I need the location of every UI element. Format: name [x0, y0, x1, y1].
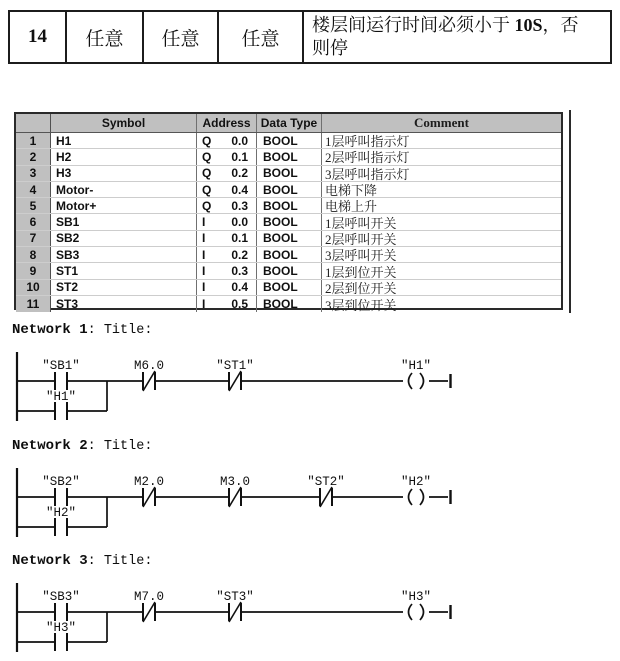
row-number-cell: 8 — [16, 247, 51, 262]
comment-cell: 3层到位开关 — [325, 297, 397, 313]
element-label: "H1" — [400, 359, 432, 373]
data-type-cell: BOOL — [257, 182, 322, 197]
req-condition-cell-3: 任意 — [218, 11, 303, 63]
header-comment: Comment — [414, 115, 469, 130]
element-label: M3.0 — [219, 475, 251, 489]
address-cell — [197, 263, 257, 278]
table-row — [16, 198, 561, 214]
address-area: I — [202, 215, 206, 230]
element-label: "H3" — [45, 621, 77, 635]
symbol-cell: SB1 — [51, 214, 197, 229]
row-number-cell: 5 — [16, 198, 51, 213]
contact-ST2 — [307, 475, 345, 508]
contact-M7.0 — [134, 590, 164, 623]
contact-SB3 — [42, 590, 80, 623]
network-3 — [0, 553, 620, 661]
requirement-table — [8, 10, 612, 64]
element-label: "H3" — [400, 590, 432, 604]
header-row-number — [16, 114, 51, 132]
symbol-cell: Motor- — [51, 182, 197, 197]
address-bit: 0.0 — [231, 215, 248, 230]
address-bit: 0.5 — [231, 297, 248, 312]
element-label: "ST2" — [307, 475, 345, 489]
contact-ST1 — [216, 359, 254, 392]
contact-SB2 — [42, 475, 80, 508]
data-type-cell: BOOL — [257, 280, 322, 295]
comment-cell: 3层呼叫指示灯 — [325, 166, 410, 181]
data-type-cell: BOOL — [257, 296, 322, 312]
network-1-name: Network 1 — [12, 322, 88, 338]
coil-H3 — [401, 590, 431, 623]
contact-H1 — [46, 390, 76, 422]
address-area: Q — [202, 133, 212, 148]
address-bit: 0.1 — [231, 231, 248, 246]
element-label: "ST3" — [216, 590, 254, 604]
comment-cell: 1层呼叫指示灯 — [325, 134, 410, 149]
address-area: I — [202, 264, 206, 279]
address-bit: 0.1 — [231, 149, 248, 164]
network-1 — [0, 322, 620, 434]
address-cell — [197, 182, 257, 197]
element-label: "SB3" — [42, 590, 80, 604]
header-address: Address — [197, 114, 257, 132]
data-type-cell: BOOL — [257, 133, 322, 148]
address-cell — [197, 296, 257, 312]
row-number-cell: 1 — [16, 133, 51, 148]
address-area: Q — [202, 149, 212, 164]
comment-cell: 电梯下降 — [325, 183, 378, 198]
address-bit: 0.3 — [231, 198, 248, 213]
req-comment-bold: 10S — [514, 15, 543, 35]
network-2-title-suffix: : Title: — [87, 439, 153, 454]
contact-M3.0 — [220, 475, 250, 508]
comment-cell: 1层呼叫开关 — [325, 215, 397, 230]
element-label: "H1" — [45, 390, 77, 404]
row-number-cell: 3 — [16, 166, 51, 181]
table-row — [16, 214, 561, 230]
address-bit: 0.0 — [231, 133, 248, 148]
symbol-cell: ST3 — [51, 296, 197, 312]
address-area: I — [202, 247, 206, 262]
header-symbol: Symbol — [51, 114, 197, 132]
element-label: "SB2" — [42, 475, 80, 489]
network-3-title-suffix: : Title: — [87, 554, 153, 569]
network-3-title — [12, 553, 152, 569]
element-label: "H2" — [400, 475, 432, 489]
contact-H2 — [46, 506, 76, 538]
symbol-cell: ST2 — [51, 280, 197, 295]
table-row — [16, 182, 561, 198]
address-cell — [197, 247, 257, 262]
table-row — [16, 166, 561, 182]
element-label: "ST1" — [216, 359, 254, 373]
element-label: M2.0 — [133, 475, 165, 489]
header-data-type: Data Type — [257, 114, 322, 132]
contact-H3 — [46, 621, 76, 653]
req-comment-suffix: ，否则停 — [312, 15, 579, 58]
symbol-cell: H1 — [51, 133, 197, 148]
network-1-title-suffix: : Title: — [87, 323, 153, 338]
data-type-cell: BOOL — [257, 166, 322, 181]
ladder-diagram-network-3 — [0, 574, 620, 661]
address-cell — [197, 133, 257, 148]
network-3-name: Network 3 — [12, 553, 88, 569]
comment-cell: 2层呼叫开关 — [325, 231, 397, 247]
symbol-table-body — [16, 133, 561, 312]
data-type-cell: BOOL — [257, 214, 322, 229]
address-bit: 0.3 — [231, 264, 248, 279]
req-condition-cell-2: 任意 — [143, 11, 218, 63]
data-type-cell: BOOL — [257, 149, 322, 164]
requirement-row — [9, 11, 611, 63]
coil-H2 — [401, 475, 431, 508]
contact-SB1 — [42, 359, 80, 392]
symbol-cell: SB2 — [51, 231, 197, 246]
contact-M2.0 — [134, 475, 164, 508]
address-bit: 0.2 — [231, 166, 248, 181]
row-number-cell: 6 — [16, 214, 51, 229]
network-2-name: Network 2 — [12, 438, 88, 454]
address-cell — [197, 198, 257, 213]
address-area: I — [202, 280, 206, 295]
table-row — [16, 263, 561, 279]
element-label: "H2" — [45, 506, 77, 520]
address-cell — [197, 149, 257, 164]
contact-M6.0 — [134, 359, 164, 392]
ladder-diagram-network-1 — [0, 343, 620, 433]
element-label: M7.0 — [133, 590, 165, 604]
req-comment-text: 楼层间运行时间必须小于 — [312, 15, 515, 35]
address-bit: 0.4 — [231, 182, 248, 197]
comment-cell: 电梯上升 — [325, 199, 378, 214]
table-row — [16, 280, 561, 296]
data-type-cell: BOOL — [257, 198, 322, 213]
row-number-cell: 2 — [16, 149, 51, 164]
symbol-table-header-row — [16, 114, 561, 133]
symbol-cell: H3 — [51, 166, 197, 181]
ladder-diagram-network-2 — [0, 459, 620, 549]
symbol-cell: ST1 — [51, 263, 197, 278]
element-label: "SB1" — [42, 359, 80, 373]
address-cell — [197, 214, 257, 229]
symbol-cell: Motor+ — [51, 198, 197, 213]
address-bit: 0.2 — [231, 247, 248, 262]
data-type-cell: BOOL — [257, 247, 322, 262]
row-number-cell: 7 — [16, 231, 51, 246]
comment-cell: 1层到位开关 — [325, 264, 397, 279]
data-type-cell: BOOL — [257, 231, 322, 246]
table-row — [16, 247, 561, 263]
table-row — [16, 133, 561, 149]
address-area: Q — [202, 182, 212, 197]
symbol-cell: SB3 — [51, 247, 197, 262]
table-row — [16, 296, 561, 312]
req-condition-cell-1: 任意 — [66, 11, 143, 63]
address-area: Q — [202, 198, 212, 213]
symbol-cell: H2 — [51, 149, 197, 164]
address-area: I — [202, 231, 206, 246]
address-area: I — [202, 297, 206, 312]
data-type-cell: BOOL — [257, 263, 322, 278]
element-label: M6.0 — [133, 359, 165, 373]
network-2 — [0, 438, 620, 550]
address-area: Q — [202, 166, 212, 181]
row-number-cell: 11 — [16, 296, 51, 312]
address-cell — [197, 280, 257, 295]
row-number-cell: 9 — [16, 263, 51, 278]
comment-cell: 2层呼叫指示灯 — [325, 150, 410, 165]
comment-cell: 3层呼叫开关 — [325, 248, 397, 263]
network-1-title — [12, 322, 152, 338]
symbol-table — [14, 112, 563, 313]
contact-ST3 — [216, 590, 254, 623]
row-number-cell: 4 — [16, 182, 51, 197]
table-right-edge-line — [569, 110, 571, 313]
req-number-cell: 14 — [9, 11, 66, 63]
address-cell — [197, 231, 257, 246]
table-row — [16, 149, 561, 165]
address-cell — [197, 166, 257, 181]
row-number-cell: 10 — [16, 280, 51, 295]
comment-cell: 2层到位开关 — [325, 280, 397, 295]
address-bit: 0.4 — [231, 280, 248, 295]
network-2-title — [12, 438, 152, 454]
req-comment-cell — [303, 11, 611, 63]
table-row — [16, 231, 561, 247]
coil-H1 — [401, 359, 431, 392]
